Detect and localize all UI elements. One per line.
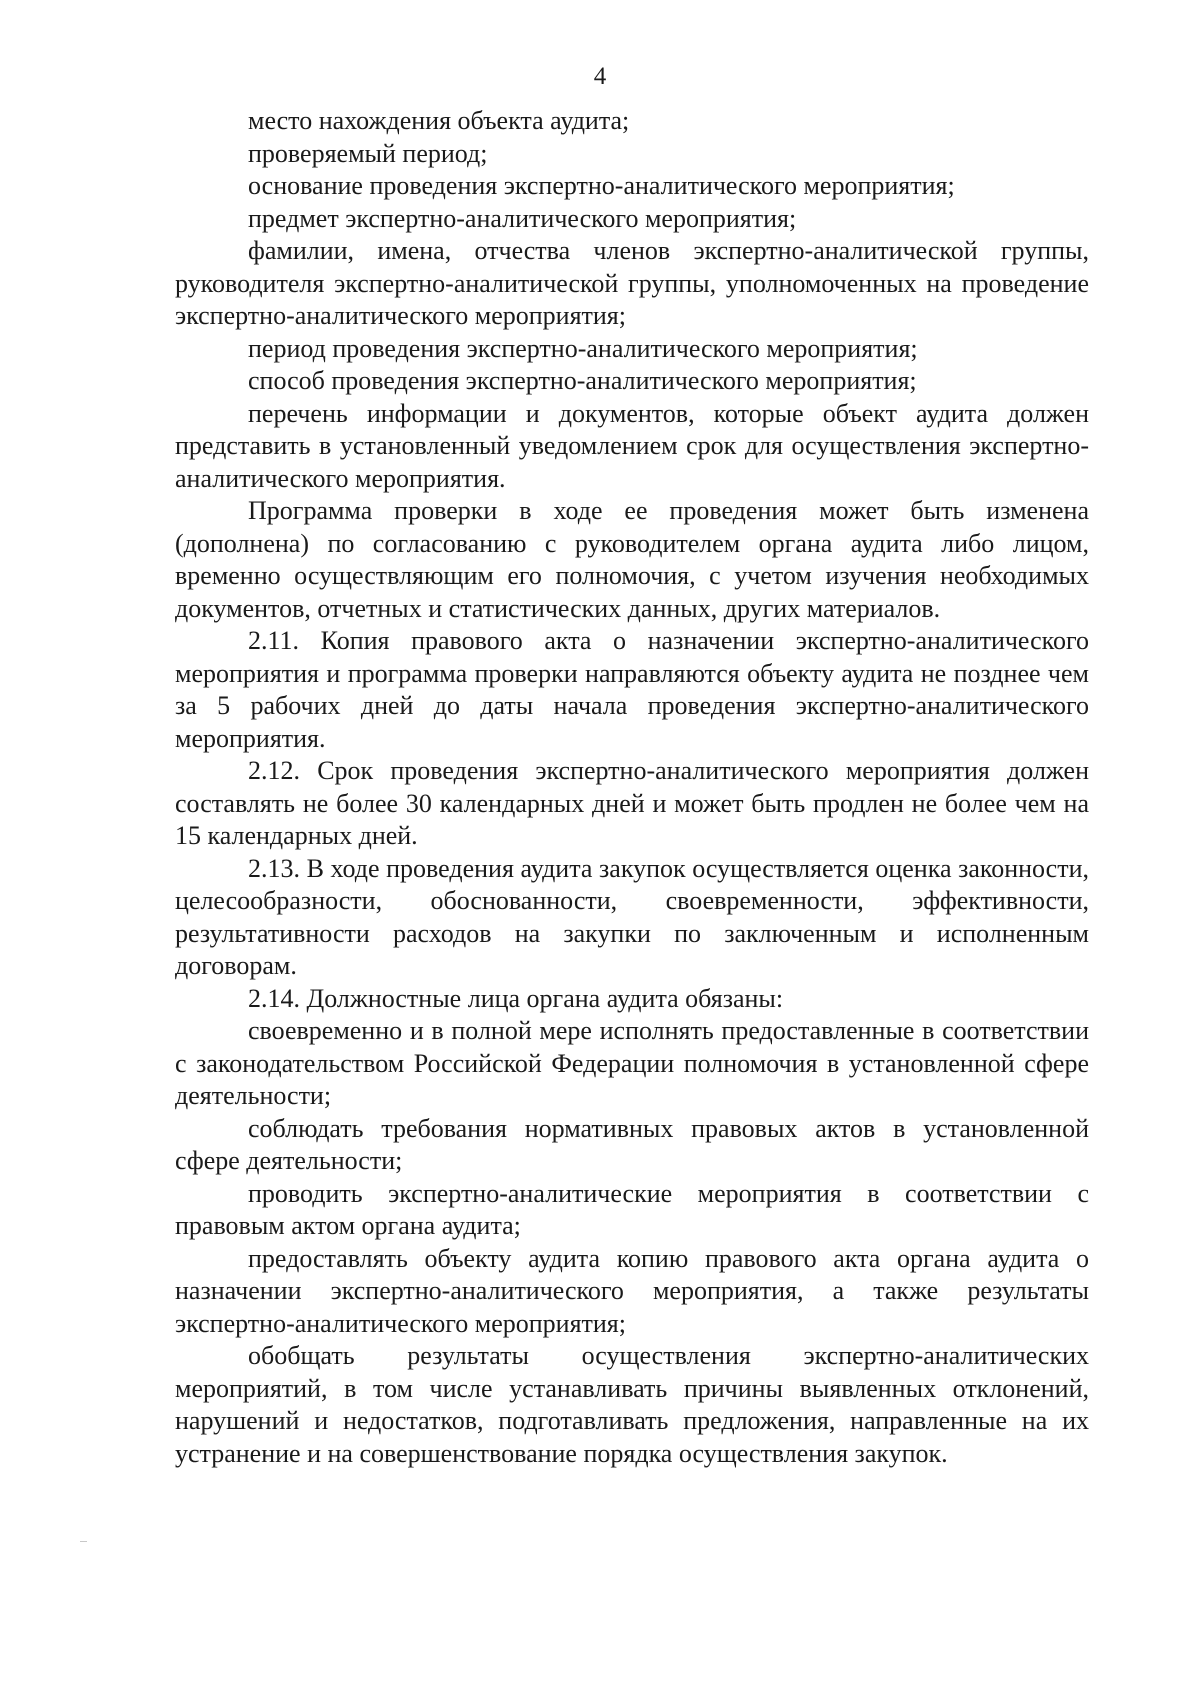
paragraph-2-11: 2.11. Копия правового акта о назначении экспертно-аналитического мероприятия и программа проверки направляются объекту аудита не позднее чем за 5 рабочих дней до даты начала проведения экспертно-аналитического мероприятия.	[175, 626, 1089, 753]
paragraph-duty-compliance: соблюдать требования нормативных правовых актов в установленной сфере деятельности;	[175, 1113, 1089, 1175]
paragraph-conduct-period: период проведения экспертно-аналитического мероприятия;	[248, 333, 918, 363]
paragraph-duty-provide: предоставлять объекту аудита копию правового акта органа аудита о назначении экспертно-аналитического мероприятия, а также результаты экспертно-аналитического мероприятия;	[175, 1243, 1089, 1338]
document-body	[175, 105, 1089, 1470]
paragraph-basis: основание проведения экспертно-аналитического мероприятия;	[248, 171, 955, 200]
paragraph-2-13: 2.13. В ходе проведения аудита закупок осуществляется оценка законности, целесообразности, обоснованности, своевременности, эффективности, результативности расходов на закупки по заключенным и исполненным договорам.	[175, 853, 1089, 980]
paragraph-program-change: Программа проверки в ходе ее проведения может быть изменена (дополнена) по согласованию с руководителем органа аудита либо лицом, временно осуществляющим его полномочия, с учетом изучения необходимых документов, отчетных и статистических данных, других материалов.	[175, 496, 1089, 623]
paragraph-documents-list: перечень информации и документов, которые объект аудита должен представить в установленный уведомлением срок для осуществления экспертно-аналитического мероприятия.	[175, 398, 1089, 493]
paragraph-2-14: 2.14. Должностные лица органа аудита обязаны:	[248, 983, 784, 1013]
paragraph-subject: предмет экспертно-аналитического мероприятия;	[248, 203, 797, 233]
scan-margin-mark	[80, 1541, 87, 1542]
paragraph-duty-powers: своевременно и в полной мере исполнять предоставленные в соответствии с законодательством Российской Федерации полномочия в установленной сфере деятельности;	[175, 1016, 1089, 1110]
paragraph-duty-summarize: обобщать результаты осуществления экспертно-аналитических мероприятий, в том числе устанавливать причины выявленных отклонений, нарушений и недостатков, подготавливать предложения, направленные на их устранение и на совершенствование порядка осуществления закупок.	[175, 1341, 1089, 1468]
page-number: 4	[593, 63, 607, 90]
paragraph-2-12: 2.12. Срок проведения экспертно-аналитического мероприятия должен составлять не более 30 календарных дней и может быть продлен не более чем на 15 календарных дней.	[175, 756, 1089, 850]
paragraph-period: проверяемый период;	[248, 138, 488, 168]
paragraph-members: фамилии, имена, отчества членов экспертно-аналитической группы, руководителя экспертно-аналитической группы, уполномоченных на проведение экспертно-аналитического мероприятия;	[175, 236, 1089, 330]
paragraph-location: место нахождения объекта аудита;	[248, 106, 630, 135]
paragraph-method: способ проведения экспертно-аналитического мероприятия;	[248, 366, 917, 395]
paragraph-duty-conduct: проводить экспертно-аналитические мероприятия в соответствии с правовым актом органа аудита;	[175, 1178, 1089, 1240]
